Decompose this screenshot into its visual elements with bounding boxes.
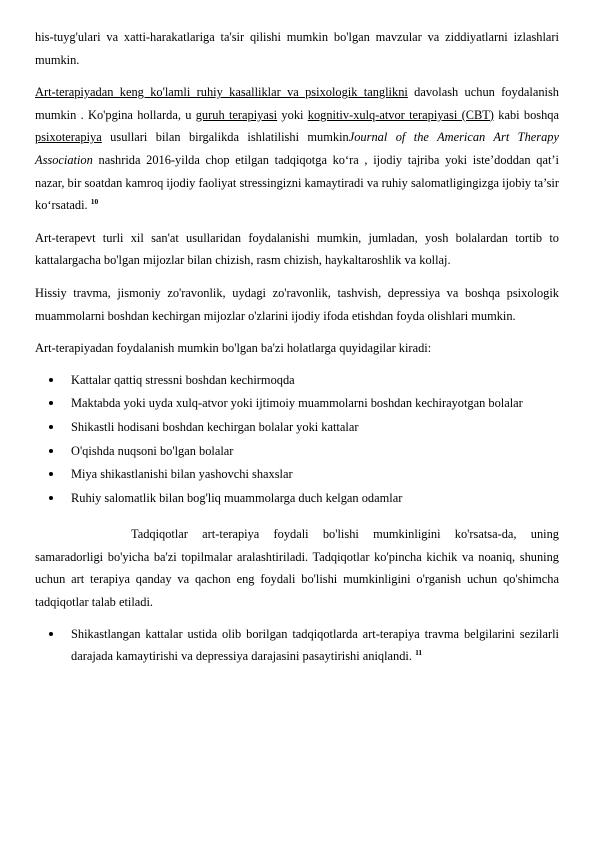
- list-item: Shikastli hodisani boshdan kechirgan bolalar yoki kattalar: [35, 416, 559, 439]
- bullet-list-cases: [35, 369, 559, 510]
- paragraph-intro: his-tuyg'ulari va xatti-harakatlariga ta'sir qilishi mumkin bo'lgan mavzular va ziddiyatlarni izlashlari mumkin.: [35, 30, 559, 67]
- text-segment: davolash uchun foydalanish mumkin . Ko'pgina hollarda, u: [35, 85, 559, 122]
- footnote-ref-10[interactable]: 10: [90, 197, 99, 207]
- journal-title: Journal of the American Art Therapy Association: [35, 130, 559, 167]
- text-segment: usullari bilan birgalikda ishlatilishi mumkin: [101, 130, 349, 145]
- list-item: [35, 623, 559, 668]
- list-item: Ruhiy salomatlik bilan bog'liq muammolarga duch kelgan odamlar: [35, 487, 559, 510]
- paragraph-list-intro: Art-terapiyadan foydalanish mumkin bo'lgan ba'zi holatlarga quyidagilar kiradi:: [35, 341, 432, 356]
- list-item: O'qishda nuqsoni bo'lgan bolalar: [35, 440, 559, 463]
- paragraph-research: Tadqiqotlar art-terapiya foydali bo'lishi mumkinligini ko'rsatsa-da, uning samaradorligi bo'yicha ba'zi topilmalar aralashtiriladi. Tadqiqotlar ko'pincha kichik va noaniq, shuning uchun art terapiya qanday va qachon eng foydali bo'lishi mumkinligini o'rganish uchun qo'shimcha tadqiqotlar talab etiladi.: [35, 527, 559, 610]
- list-item-text: Shikastlangan kattalar ustida olib borilgan tadqiqotlarda art-terapiya travma belgilarini sezilarli darajada kamaytirishi va depressiya darajasini pasaytirishi aniqlandi.: [71, 626, 559, 664]
- bullet-list-findings: [35, 623, 559, 668]
- link-group-therapy[interactable]: guruh terapiyasi: [195, 107, 278, 122]
- paragraph-clients: Hissiy travma, jismoniy zo'ravonlik, uydagi zo'ravonlik, tashvish, depressiya va boshqa psixologik muammolarni boshdan kechirgan mijozlar o'zlarini ijodiy ifoda etishdan foyda olishlari mumkin.: [35, 285, 559, 323]
- document-page: [35, 26, 559, 668]
- text-segment: kabi boshqa: [493, 107, 559, 122]
- link-mental-illness[interactable]: Art-terapiyadan keng ko'lamli ruhiy kasalliklar va psixologik tanglikni: [35, 85, 408, 100]
- list-item: Miya shikastlanishi bilan yashovchi shaxslar: [35, 463, 559, 486]
- paragraph-art-therapy-uses: [35, 81, 559, 217]
- paragraph-techniques: Art-terapevt turli xil san'at usullaridan foydalanishi mumkin, jumladan, yosh bolalardan tortib to kattalargacha bo'lgan mijozlar bilan chizish, rasm chizish, haykaltaroshlik va kollaj.: [35, 230, 559, 268]
- text-segment: yoki: [277, 107, 308, 122]
- list-item: Kattalar qattiq stressni boshdan kechirmoqda: [35, 369, 559, 392]
- text-segment: nashrida 2016-yilda chop etilgan tadqiqotga ko‘ra , ijodiy tajriba yoki iste’doddan qat’i nazar, bir soatdan kamroq ijodiy faoliyat stressingizni kamaytiradi va ruhiy salomatligingizga ijobiy ta’sir ko‘rsatadi.: [35, 152, 559, 213]
- list-item: Maktabda yoki uyda xulq-atvor yoki ijtimoiy muammolarni boshdan kechirayotgan bolalar: [35, 392, 559, 415]
- footnote-ref-11[interactable]: 11: [415, 648, 423, 658]
- link-psychotherapy[interactable]: psixoterapiya: [35, 130, 102, 145]
- link-cbt[interactable]: kognitiv-xulq-atvor terapiyasi (CBT): [307, 107, 494, 122]
